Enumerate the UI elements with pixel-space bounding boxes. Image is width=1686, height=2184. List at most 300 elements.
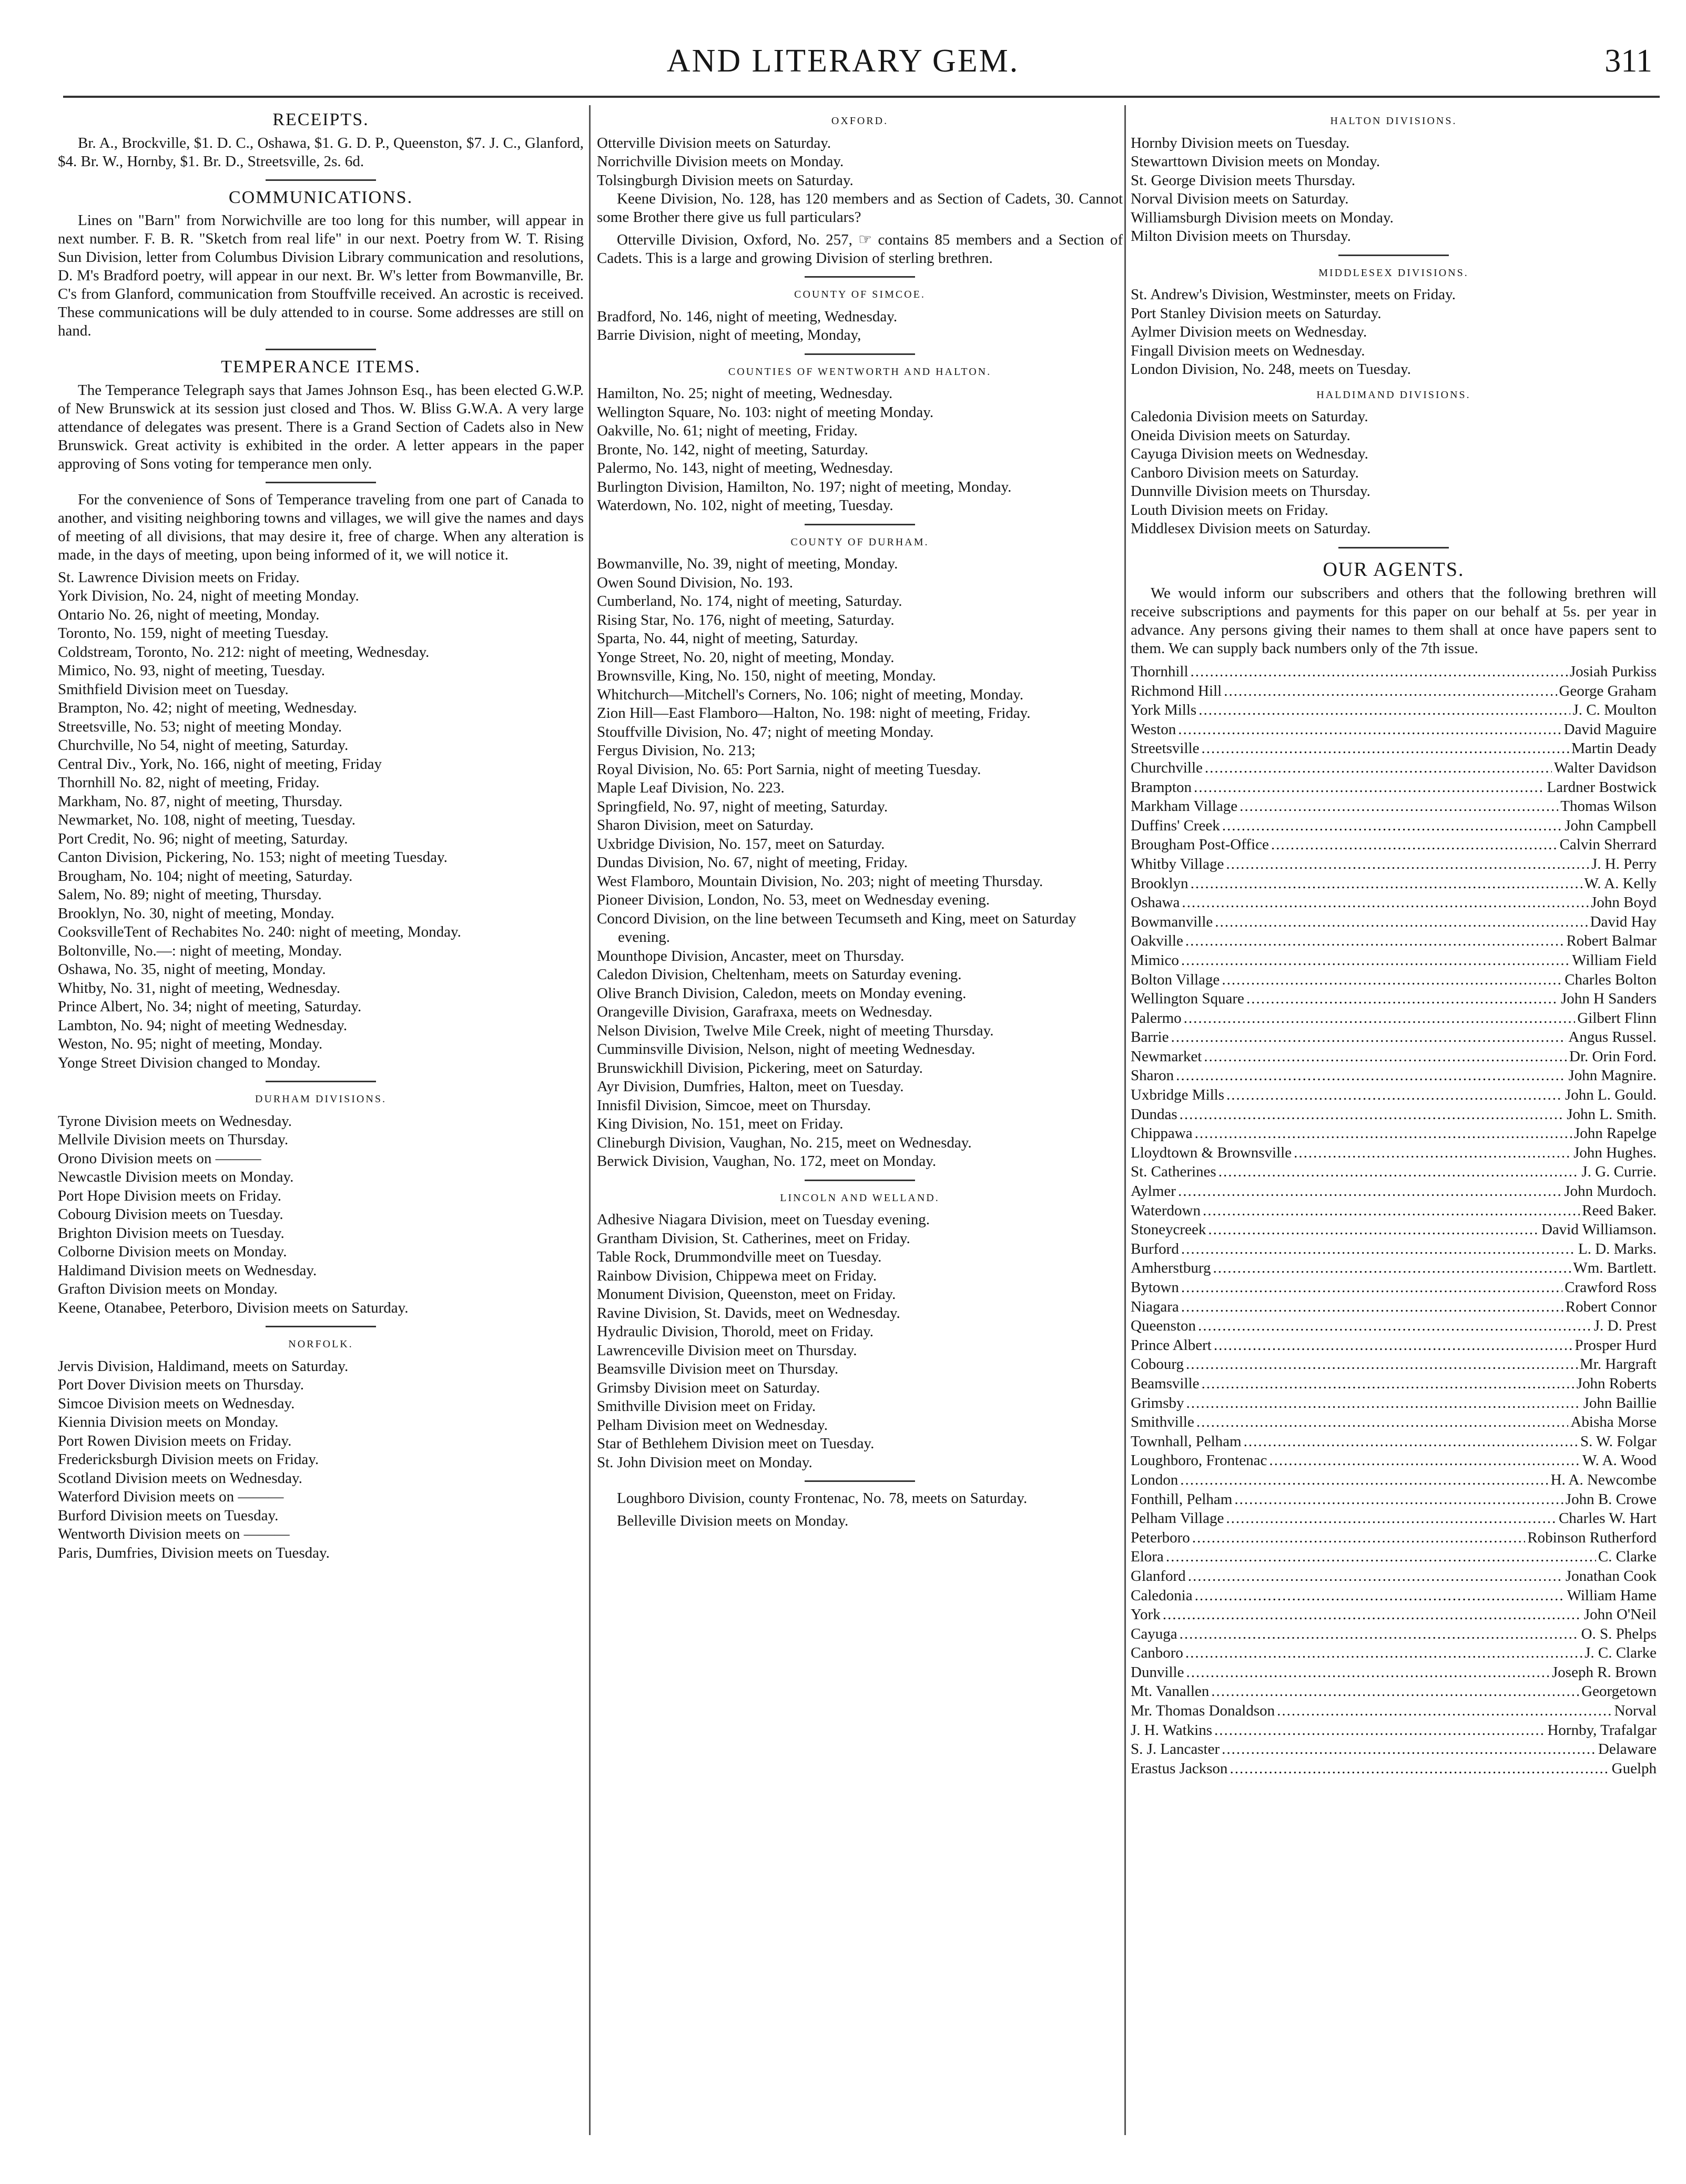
agent-row	[1131, 1586, 1657, 1606]
simcoe-list	[597, 308, 1123, 345]
agent-name: John Roberts	[1576, 1375, 1657, 1392]
left-column	[58, 105, 584, 2146]
norfolk-division-entry: Fredericksburgh Division meets on Friday.	[58, 1451, 319, 1468]
durham-county-division-entry: King Division, No. 151, meet on Friday.	[597, 1115, 844, 1132]
agent-row	[1131, 1663, 1657, 1682]
simcoe-division-entry: Bradford, No. 146, night of meeting, Wednesday.	[597, 308, 898, 325]
agent-place: Oakville	[1131, 932, 1183, 950]
agent-place: Streetsville	[1131, 740, 1200, 757]
dot-leader	[1186, 1663, 1550, 1682]
halton-division-entry: St. George Division meets Thursday.	[1131, 171, 1356, 189]
agent-place: Cayuga	[1131, 1625, 1177, 1642]
agent-place: Amherstburg	[1131, 1259, 1211, 1277]
dot-leader	[1269, 1451, 1580, 1470]
norfolk-division-entry: Port Rowen Division meets on Friday.	[58, 1432, 292, 1449]
dot-leader	[1215, 912, 1588, 932]
dot-leader	[1198, 1316, 1592, 1336]
section-rule	[805, 353, 915, 355]
middlesex-heading: MIDDLESEX DIVISIONS.	[1318, 267, 1469, 279]
section-rule	[805, 1480, 915, 1482]
section-rule	[805, 276, 915, 278]
lincoln-division-entry: Rainbow Division, Chippewa meet on Friday.	[597, 1267, 877, 1284]
agent-place: Mr. Thomas Donaldson	[1131, 1702, 1275, 1720]
division-entry: Brougham, No. 104; night of meeting, Saturday.	[58, 867, 353, 885]
agent-row	[1131, 1759, 1657, 1779]
division-entry: Lambton, No. 94; night of meeting Wednesday.	[58, 1017, 348, 1034]
agent-name: Jonathan Cook	[1565, 1567, 1657, 1584]
halton-heading: HALTON DIVISIONS.	[1330, 115, 1457, 127]
dot-leader	[1181, 1240, 1576, 1259]
dot-leader	[1171, 1028, 1566, 1047]
durham-county-division-entry: Caledon Division, Cheltenham, meets on Saturday evening.	[597, 966, 962, 983]
durham-county-division-entry: Olive Branch Division, Caledon, meets on Monday evening.	[597, 984, 967, 1002]
norfolk-division-entry: Port Dover Division meets on Thursday.	[58, 1376, 304, 1393]
agent-name: W. A. Kelly	[1584, 875, 1657, 892]
agent-row	[1131, 1643, 1657, 1663]
agent-row	[1131, 874, 1657, 893]
agent-row	[1131, 893, 1657, 912]
norfolk-division-entry: Simcoe Division meets on Wednesday.	[58, 1395, 295, 1412]
agent-name: O. S. Phelps	[1581, 1625, 1657, 1642]
durham-county-division-entry: Concord Division, on the line between Tecumseth and King, meet on Saturday evening.	[597, 910, 1076, 946]
wentworth-division-entry: Wellington Square, No. 103: night of meeting Monday.	[597, 403, 934, 421]
agent-place: Duffins' Creek	[1131, 817, 1220, 834]
dot-leader	[1176, 1066, 1566, 1085]
agent-place: Townhall, Pelham	[1131, 1433, 1242, 1450]
lincoln-division-entry: Smithville Division meet on Friday.	[597, 1398, 816, 1415]
agent-name: Wm. Bartlett.	[1573, 1259, 1657, 1277]
middlesex-list	[1131, 286, 1657, 379]
agent-name: Prosper Hurd	[1575, 1336, 1657, 1354]
keene-text: Keene Division, No. 128, has 120 members and as Section of Cadets, 30. Cannot some Brother there give us full particulars?	[597, 190, 1123, 226]
agent-row	[1131, 1413, 1657, 1432]
division-entry: Markham, No. 87, night of meeting, Thursday.	[58, 793, 343, 810]
dot-leader	[1218, 1162, 1580, 1182]
haldimand-division-entry: Caledonia Division meets on Saturday.	[1131, 408, 1368, 425]
oxford-division-entry: Norrichville Division meets on Monday.	[597, 153, 844, 170]
agent-name: John Hughes.	[1573, 1144, 1657, 1161]
lincoln-division-entry: Table Rock, Drummondville meet on Tuesday.	[597, 1248, 882, 1265]
agent-place: Wellington Square	[1131, 990, 1244, 1008]
norfolk-heading: NORFOLK.	[288, 1338, 353, 1350]
durham-county-division-entry: Orangeville Division, Garafraxa, meets on Wednesday.	[597, 1003, 932, 1020]
division-entry: Mimico, No. 93, night of meeting, Tuesday.	[58, 662, 326, 679]
right-column	[1131, 105, 1657, 2146]
agent-place: Elora	[1131, 1548, 1164, 1566]
middle-column	[597, 105, 1123, 2146]
division-entry: Boltonville, No.—: night of meeting, Monday.	[58, 942, 342, 959]
agent-row	[1131, 1085, 1657, 1105]
durham-county-division-entry: Yonge Street, No. 20, night of meeting, Monday.	[597, 648, 895, 666]
agent-name: S. W. Folgar	[1580, 1433, 1657, 1450]
agent-row	[1131, 1374, 1657, 1394]
communications-text: Lines on "Barn" from Norwichville are too long for this number, will appear in next number. F. B. R. "Sketch from real life" in our next. Poetry from W. T. Rising Sun Division, letter from Columbus Division Library communication and resolutions, D. M's Bradford poetry, will appear in our next. Br. W's letter from Bowmanville, Br. C's from Glanford, communication from Stouffville received. An acrostic is received. These communications will be duly attended to in course. Some addresses are still on hand.	[58, 212, 584, 339]
agent-place: Mt. Vanallen	[1131, 1683, 1210, 1700]
dot-leader	[1208, 1220, 1539, 1240]
agent-row	[1131, 1394, 1657, 1413]
durham-county-division-entry: Dundas Division, No. 67, night of meeting, Friday.	[597, 854, 908, 871]
wentworth-heading: COUNTIES OF WENTWORTH AND HALTON.	[728, 365, 992, 378]
receipts-text: Br. A., Brockville, $1. D. C., Oshawa, $1. G. D. P., Queenston, $7. J. C., Glanford, $4. Br. W., Hornby, $1. Br. D., Streetsville, 2s. 6d.	[58, 134, 584, 170]
agent-row	[1131, 1470, 1657, 1490]
agent-place: Uxbridge Mills	[1131, 1086, 1225, 1104]
agent-row	[1131, 682, 1657, 701]
durham-list	[58, 1112, 584, 1318]
agent-place: Grimsby	[1131, 1394, 1184, 1411]
durham-county-division-entry: Pioneer Division, London, No. 53, meet on Wednesday evening.	[597, 891, 990, 908]
agent-name: John Campbell	[1565, 817, 1657, 834]
agent-name: Angus Russel.	[1568, 1029, 1657, 1046]
agent-place: Mimico	[1131, 951, 1179, 969]
dot-leader	[1196, 1413, 1569, 1432]
section-rule	[805, 524, 915, 525]
simcoe-heading: COUNTY OF SIMCOE.	[794, 289, 926, 300]
agent-row	[1131, 739, 1657, 758]
dot-leader	[1244, 1432, 1578, 1451]
agent-place: Loughboro, Frontenac	[1131, 1452, 1267, 1469]
temperance-heading: TEMPERANCE ITEMS.	[221, 357, 421, 377]
dot-leader	[1214, 1721, 1545, 1740]
durham-division-entry: Newcastle Division meets on Monday.	[58, 1169, 294, 1185]
durham-county-division-entry: Nelson Division, Twelve Mile Creek, night of meeting Thursday.	[597, 1022, 994, 1039]
wentworth-division-entry: Oakville, No. 61; night of meeting, Friday.	[597, 422, 858, 439]
dot-leader	[1213, 1258, 1571, 1278]
agent-row	[1131, 912, 1657, 932]
agent-place: Palermo	[1131, 1009, 1182, 1027]
middlesex-division-entry: Fingall Division meets on Wednesday.	[1131, 342, 1365, 359]
wentworth-division-entry: Palermo, No. 143, night of meeting, Wednesday.	[597, 460, 893, 476]
agent-row	[1131, 1220, 1657, 1240]
haldimand-division-entry: Oneida Division meets on Saturday.	[1131, 426, 1350, 444]
haldimand-list	[1131, 408, 1657, 539]
durham-county-division-entry: Ayr Division, Dumfries, Halton, meet on Tuesday.	[597, 1078, 904, 1095]
agent-name: J. H. Perry	[1591, 855, 1657, 872]
dot-leader	[1186, 1394, 1581, 1413]
agent-row	[1131, 1047, 1657, 1066]
lincoln-division-entry: Beamsville Division meet on Thursday.	[597, 1360, 839, 1377]
middlesex-division-entry: Aylmer Division meets on Wednesday.	[1131, 323, 1367, 340]
section-rule	[805, 1180, 915, 1181]
durham-county-heading: COUNTY OF DURHAM.	[790, 536, 929, 548]
agent-row	[1131, 931, 1657, 951]
durham-county-division-entry: Rising Star, No. 176, night of meeting, Saturday.	[597, 611, 895, 628]
agent-place: Churchville	[1131, 759, 1203, 776]
durham-division-entry: Cobourg Division meets on Tuesday.	[58, 1206, 283, 1223]
agent-place: Bowmanville	[1131, 913, 1213, 930]
dot-leader	[1240, 797, 1558, 816]
durham-division-entry: Brighton Division meets on Tuesday.	[58, 1224, 285, 1242]
agent-name: Martin Deady	[1571, 740, 1657, 757]
durham-division-entry: Haldimand Division meets on Wednesday.	[58, 1262, 317, 1279]
simcoe-division-entry: Barrie Division, night of meeting, Monday,	[597, 327, 861, 343]
wentworth-division-entry: Waterdown, No. 102, night of meeting, Tuesday.	[597, 497, 893, 514]
communications-heading: COMMUNICATIONS.	[228, 187, 413, 207]
agent-place: Richmond Hill	[1131, 682, 1222, 699]
durham-county-division-entry: Clineburgh Division, Vaughan, No. 215, meet on Wednesday.	[597, 1134, 972, 1151]
dot-leader	[1180, 1105, 1565, 1124]
dot-leader	[1178, 720, 1561, 739]
norfolk-division-entry: Waterford Division meets on ———	[58, 1488, 284, 1505]
haldimand-division-entry: Dunnville Division meets on Thursday.	[1131, 483, 1370, 500]
dot-leader	[1222, 816, 1562, 836]
agent-name: John O'Neil	[1583, 1606, 1657, 1623]
durham-county-division-entry: Owen Sound Division, No. 193.	[597, 574, 793, 591]
durham-county-division-entry: Sparta, No. 44, night of meeting, Saturday.	[597, 630, 858, 647]
lincoln-division-entry: Hydraulic Division, Thorold, meet on Friday.	[597, 1323, 874, 1340]
agent-place: Aylmer	[1131, 1183, 1176, 1200]
norfolk-list	[58, 1357, 584, 1563]
dot-leader	[1201, 1374, 1574, 1394]
agent-place: Brougham Post-Office	[1131, 836, 1269, 854]
agent-row	[1131, 1490, 1657, 1509]
oxford-division-entry: Tolsingburgh Division meets on Saturday.	[597, 171, 854, 189]
agent-place: Fonthill, Pelham	[1131, 1490, 1233, 1508]
dot-leader	[1192, 1528, 1526, 1548]
agent-name: Robert Balmar	[1566, 932, 1657, 950]
agent-name: John Baillie	[1583, 1394, 1657, 1411]
durham-county-division-entry: Stouffville Division, No. 47; night of meeting Monday.	[597, 723, 934, 740]
agent-name: Joseph R. Brown	[1552, 1663, 1657, 1681]
agent-place: Burford	[1131, 1240, 1179, 1257]
agent-row	[1131, 989, 1657, 1009]
durham-county-division-entry: Whitchurch—Mitchell's Corners, No. 106; night of meeting, Monday.	[597, 686, 1024, 703]
agent-row	[1131, 1124, 1657, 1143]
dot-leader	[1222, 970, 1562, 990]
oxford-list	[597, 134, 1123, 190]
wentworth-division-entry: Burlington Division, Hamilton, No. 197; night of meeting, Monday.	[597, 478, 1012, 495]
wentworth-division-entry: Hamilton, No. 25; night of meeting, Wednesday.	[597, 385, 893, 402]
section-rule	[266, 349, 376, 350]
wentworth-list	[597, 384, 1123, 515]
agent-row	[1131, 1316, 1657, 1336]
division-entry: Ontario No. 26, night of meeting, Monday.	[58, 606, 320, 623]
agent-place: Niagara	[1131, 1298, 1179, 1315]
lincoln-list	[597, 1211, 1123, 1472]
agent-place: Brooklyn	[1131, 875, 1189, 892]
agent-row	[1131, 700, 1657, 720]
lincoln-division-entry: Adhesive Niagara Division, meet on Tuesday evening.	[597, 1211, 930, 1228]
agent-place: Dunville	[1131, 1663, 1184, 1681]
agent-place: Bolton Village	[1131, 971, 1220, 988]
agent-place: Stoneycreek	[1131, 1221, 1206, 1238]
agent-place: Pelham Village	[1131, 1510, 1224, 1527]
agent-row	[1131, 1066, 1657, 1085]
running-title: AND LITERARY GEM.	[666, 43, 1020, 79]
agent-row	[1131, 1721, 1657, 1740]
agent-place: Waterdown	[1131, 1202, 1201, 1219]
durham-division-entry: Port Hope Division meets on Friday.	[58, 1187, 282, 1204]
norfolk-division-entry: Paris, Dumfries, Division meets on Tuesday.	[58, 1544, 330, 1561]
agent-name: George Graham	[1559, 682, 1657, 699]
halton-division-entry: Milton Division meets on Thursday.	[1131, 228, 1351, 245]
division-entry: Central Div., York, No. 166, night of meeting, Friday	[58, 755, 382, 773]
oxford-division-entry: Otterville Division meets on Saturday.	[597, 134, 831, 151]
agent-row	[1131, 1336, 1657, 1355]
division-entry: Weston, No. 95; night of meeting, Monday.	[58, 1035, 323, 1052]
dot-leader	[1277, 1701, 1612, 1721]
norfolk-division-entry: Burford Division meets on Tuesday.	[58, 1507, 279, 1524]
agent-row	[1131, 816, 1657, 836]
division-entry: St. Lawrence Division meets on Friday.	[58, 568, 300, 586]
dot-leader	[1214, 1336, 1573, 1355]
agent-name: John B. Crowe	[1565, 1490, 1657, 1508]
agent-name: Abisha Morse	[1570, 1414, 1657, 1431]
durham-county-list	[597, 555, 1123, 1171]
durham-county-division-entry: Royal Division, No. 65: Port Sarnia, night of meeting Tuesday.	[597, 760, 981, 778]
page-header	[0, 0, 1686, 100]
durham-county-division-entry: Springfield, No. 97, night of meeting, Saturday.	[597, 798, 888, 815]
middlesex-division-entry: Port Stanley Division meets on Saturday.	[1131, 304, 1382, 322]
dot-leader	[1224, 682, 1557, 701]
agent-place: Sharon	[1131, 1067, 1174, 1084]
lincoln-division-entry: Grimsby Division meet on Saturday.	[597, 1379, 820, 1396]
agent-place: S. J. Lancaster	[1131, 1741, 1220, 1758]
agent-row	[1131, 1278, 1657, 1297]
durham-county-division-entry: Bowmanville, No. 39, night of meeting, Monday.	[597, 555, 898, 572]
agents-intro: We would inform our subscribers and others that the following brethren will receive subscriptions and payments for this paper on our behalf at 5s. per year in advance. Any persons giving their names to them shall at once have papers sent to them. We can supply back numbers only of the 7th issue.	[1131, 585, 1657, 657]
durham-county-division-entry: Berwick Division, Vaughan, No. 172, meet on Monday.	[597, 1153, 937, 1170]
division-entry: Smithfield Division meet on Tuesday.	[58, 680, 289, 698]
agent-name: L. D. Marks.	[1578, 1240, 1657, 1257]
durham-county-division-entry: Sharon Division, meet on Saturday.	[597, 817, 814, 834]
haldimand-division-entry: Canboro Division meets on Saturday.	[1131, 464, 1359, 481]
agent-place: Thornhill	[1131, 663, 1189, 680]
agent-row	[1131, 1432, 1657, 1451]
agent-place: London	[1131, 1471, 1179, 1488]
agent-row	[1131, 1182, 1657, 1201]
division-entry: Coldstream, Toronto, No. 212: night of meeting, Wednesday.	[58, 643, 430, 661]
agent-row	[1131, 1258, 1657, 1278]
halton-division-entry: Norval Division meets on Saturday.	[1131, 190, 1349, 207]
agent-row	[1131, 970, 1657, 990]
agent-name: Guelph	[1611, 1760, 1657, 1777]
halton-division-entry: Stewarttown Division meets on Monday.	[1131, 153, 1380, 170]
agent-row	[1131, 855, 1657, 874]
agent-name: Charles Bolton	[1565, 971, 1657, 988]
agent-place: Erastus Jackson	[1131, 1760, 1228, 1777]
agent-name: W. A. Wood	[1582, 1452, 1657, 1469]
lincoln-division-entry: Pelham Division meet on Wednesday.	[597, 1416, 828, 1434]
agent-place: York Mills	[1131, 702, 1197, 719]
dot-leader	[1180, 1470, 1548, 1490]
dot-leader	[1191, 874, 1582, 893]
dot-leader	[1226, 855, 1589, 874]
agent-row	[1131, 1105, 1657, 1124]
agent-place: Newmarket	[1131, 1048, 1202, 1065]
division-entry: Oshawa, No. 35, night of meeting, Monday.	[58, 961, 326, 978]
dot-leader	[1191, 662, 1568, 682]
agent-name: Delaware	[1598, 1741, 1657, 1758]
page-number: 311	[1604, 43, 1652, 79]
durham-division-entry: Keene, Otanabee, Peterboro, Division meets on Saturday.	[58, 1299, 409, 1316]
dot-leader	[1294, 1143, 1571, 1163]
agents-heading: OUR AGENTS.	[1323, 558, 1465, 581]
agent-row	[1131, 1528, 1657, 1548]
norfolk-division-entry: Wentworth Division meets on ———	[58, 1526, 290, 1542]
durham-division-entry: Orono Division meets on ———	[58, 1150, 261, 1167]
agent-name: Gilbert Flinn	[1577, 1009, 1657, 1027]
agent-name: John Magnire.	[1568, 1067, 1657, 1084]
agent-name: Thomas Wilson	[1560, 798, 1657, 815]
dot-leader	[1163, 1605, 1582, 1624]
durham-county-division-entry: Cumberland, No. 174, night of meeting, Saturday.	[597, 593, 902, 610]
durham-county-division-entry: Zion Hill—East Flamboro—Halton, No. 198: night of meeting, Friday.	[597, 705, 1031, 722]
agent-place: Peterboro	[1131, 1529, 1190, 1546]
division-entry: Whitby, No. 31, night of meeting, Wednesday.	[58, 979, 341, 997]
agent-place: Weston	[1131, 720, 1176, 738]
agent-place: St. Catherines	[1131, 1163, 1216, 1181]
halton-list	[1131, 134, 1657, 246]
agent-name: J. C. Clarke	[1585, 1644, 1657, 1662]
norfolk-division-entry: Kiennia Division meets on Monday.	[58, 1414, 279, 1430]
agent-name: Robinson Rutherford	[1527, 1529, 1657, 1546]
agent-place: Cobourg	[1131, 1356, 1184, 1373]
agent-name: Josiah Purkiss	[1569, 663, 1657, 680]
halton-division-entry: Williamsburgh Division meets on Monday.	[1131, 209, 1394, 226]
agent-row	[1131, 1701, 1657, 1721]
agent-place: York	[1131, 1606, 1161, 1623]
dot-leader	[1195, 1124, 1572, 1143]
durham-county-division-entry: Brunswickhill Division, Pickering, meet on Saturday.	[597, 1059, 923, 1076]
durham-county-division-entry: Fergus Division, No. 213;	[597, 742, 756, 759]
dot-leader	[1194, 778, 1545, 797]
agent-name: John Murdoch.	[1564, 1183, 1657, 1200]
agent-place: Bytown	[1131, 1279, 1179, 1296]
column-divider	[1124, 105, 1126, 2135]
agent-row	[1131, 720, 1657, 739]
haldimand-division-entry: Middlesex Division meets on Saturday.	[1131, 520, 1371, 537]
agent-place: Oshawa	[1131, 894, 1180, 911]
dot-leader	[1180, 1624, 1579, 1644]
durham-division-entry: Tyrone Division meets on Wednesday.	[58, 1112, 292, 1130]
receipts-heading: RECEIPTS.	[272, 110, 369, 129]
agent-row	[1131, 662, 1657, 682]
agent-name: Hornby, Trafalgar	[1547, 1721, 1657, 1739]
durham-county-division-entry: Innisfil Division, Simcoe, meet on Thursday.	[597, 1096, 871, 1114]
division-entry: Toronto, No. 159, night of meeting Tuesday.	[58, 625, 329, 642]
agent-row	[1131, 1451, 1657, 1470]
dot-leader	[1234, 1490, 1563, 1509]
agent-place: Dundas	[1131, 1105, 1177, 1123]
agent-name: J. C. Moulton	[1572, 702, 1657, 719]
section-rule	[266, 482, 376, 483]
agent-name: J. G. Currie.	[1581, 1163, 1657, 1181]
durham-county-division-entry: Brownsville, King, No. 150, night of meeting, Monday.	[597, 667, 936, 684]
agent-row	[1131, 1297, 1657, 1317]
division-entry: Streetsville, No. 53; night of meeting Monday.	[58, 718, 342, 735]
agent-name: John H Sanders	[1560, 990, 1657, 1008]
agent-name: William Hame	[1567, 1587, 1657, 1604]
agents-list	[1131, 662, 1657, 1778]
agent-name: Georgetown	[1581, 1683, 1657, 1700]
dot-leader	[1226, 1509, 1557, 1528]
agent-row	[1131, 797, 1657, 816]
dot-leader	[1230, 1759, 1609, 1779]
agent-name: John Boyd	[1591, 894, 1657, 911]
agent-row	[1131, 758, 1657, 778]
agent-row	[1131, 1509, 1657, 1528]
division-entry: York Division, No. 24, night of meeting Monday.	[58, 587, 359, 604]
agent-place: Lloydtown & Brownsville	[1131, 1144, 1292, 1161]
oxford-heading: OXFORD.	[831, 115, 889, 127]
norfolk-division-entry: Scotland Division meets on Wednesday.	[58, 1469, 302, 1487]
agent-name: William Field	[1572, 951, 1657, 969]
dot-leader	[1181, 1278, 1562, 1297]
agent-name: David Hay	[1590, 913, 1657, 930]
section-rule	[1338, 255, 1449, 256]
agent-row	[1131, 835, 1657, 855]
agent-row	[1131, 1162, 1657, 1182]
